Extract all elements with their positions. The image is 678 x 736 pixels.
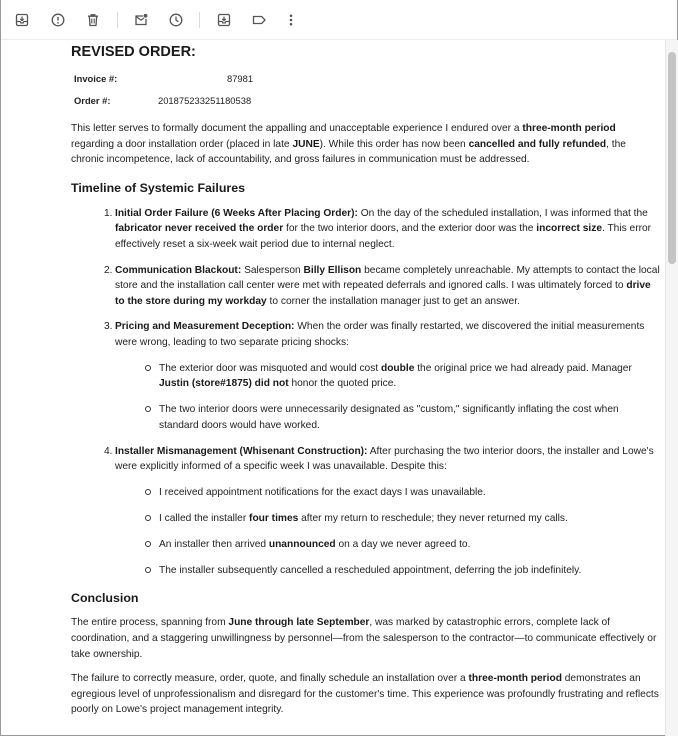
conclusion-paragraph <box>71 671 661 718</box>
mark-unread-icon[interactable] <box>129 8 153 32</box>
text-run: I called the installer <box>159 512 250 524</box>
text-run: The entire process, spanning from <box>71 617 229 629</box>
bold-run: double <box>380 362 415 374</box>
bold-run: Justin (store#1875) did not <box>159 378 289 390</box>
text-run: Salesperson <box>241 264 304 276</box>
order-row <box>71 90 661 112</box>
bold-run: unannounced <box>268 538 336 550</box>
text-run: after my return to reschedule; they never returned my calls. <box>298 512 568 524</box>
bold-run: three-month period <box>468 673 562 685</box>
bold-run: Installer Mismanagement (Whisenant Construction): <box>115 445 368 457</box>
bullet-icon <box>145 541 151 547</box>
bold-run: Pricing and Measurement Deception: <box>115 321 295 333</box>
bold-run: JUNE <box>292 138 320 150</box>
archive-icon[interactable] <box>10 8 34 32</box>
bold-run: Communication Blackout: <box>115 264 242 276</box>
text-run: The failure to correctly measure, order, quote, and finally schedule an installation over a <box>71 673 469 685</box>
sub-list-item <box>115 563 661 579</box>
bold-run: drive to the store during my workday <box>115 280 651 307</box>
sub-list-item <box>115 402 661 433</box>
bullet-icon <box>145 365 151 371</box>
text-run: honor the quoted price. <box>288 378 397 390</box>
bold-run: fabricator never received the order <box>115 223 284 235</box>
more-options-icon[interactable] <box>279 8 303 32</box>
message-toolbar <box>1 0 677 40</box>
sub-list-item <box>115 361 661 392</box>
sub-list <box>115 361 661 434</box>
intro-paragraph <box>71 121 661 168</box>
bullet-icon <box>145 567 151 573</box>
sub-list-item <box>115 537 661 553</box>
text-run: on a day we never agreed to. <box>335 538 471 550</box>
failure-list <box>71 206 661 579</box>
bold-run: four times <box>249 512 299 524</box>
bold-run: Initial Order Failure (6 Weeks After Placing Order): <box>115 207 358 219</box>
list-item <box>71 206 661 253</box>
vertical-scrollbar[interactable] <box>665 40 678 736</box>
bold-run: Billy Ellison <box>303 264 362 276</box>
scrollbar-thumb[interactable] <box>668 52 676 264</box>
message-body <box>1 40 665 736</box>
order-value: 201875233251180538 <box>158 95 252 107</box>
invoice-value: 87981 <box>227 73 254 85</box>
text-run: On the day of the scheduled installation, I was informed that the <box>357 207 648 219</box>
text-run: The exterior door was misquoted and would cost <box>159 362 381 374</box>
text-run: After purchasing the two interior doors, the installer and Lowe's were explicitly informed of a specific week I was unavailable. Despite this: <box>115 445 654 473</box>
bold-run: cancelled and fully refunded <box>468 138 607 150</box>
bold-run: incorrect size <box>536 223 602 235</box>
letter <box>71 43 661 718</box>
text-run: When the order was finally restarted, we discovered the initial measurements were wrong, leading to two separate pricing shocks: <box>115 321 645 348</box>
text-run: An installer then arrived <box>159 538 269 550</box>
list-number: 4. <box>104 445 113 457</box>
snooze-icon[interactable] <box>164 8 188 32</box>
text-run: . This error effectively reset a six-week wait period due to internal neglect. <box>115 223 652 250</box>
delete-icon[interactable] <box>81 8 105 32</box>
text-run: , the chronic incompetence, lack of accountability, and gross failures in communication must be addressed. <box>71 138 626 166</box>
list-number: 3. <box>104 321 113 333</box>
bullet-icon <box>145 515 151 521</box>
text-run: ). While this order has now been <box>319 138 469 150</box>
text-run: demonstrates an egregious level of unprofessionalism and disregard for the customer's time. This experience was profoundly frustrating and reflects poorly on Lowe's project management integrity. <box>71 673 659 716</box>
text-run: for the two interior doors, and the exterior door was the <box>283 223 537 235</box>
move-to-icon[interactable] <box>212 8 236 32</box>
invoice-row <box>71 68 661 90</box>
text-run: This letter serves to formally document the appalling and unacceptable experience I endured over a <box>71 123 523 134</box>
text-run: regarding a door installation order (placed in late <box>71 138 293 150</box>
list-number: 2. <box>104 264 113 276</box>
bullet-icon <box>145 489 151 495</box>
timeline-heading: Timeline of Systemic Failures <box>71 180 245 195</box>
list-number: 1. <box>104 207 113 219</box>
bold-run: three-month period <box>522 123 616 134</box>
toolbar-divider <box>199 12 200 28</box>
report-spam-icon[interactable] <box>46 8 70 32</box>
toolbar-divider <box>117 12 118 28</box>
list-item <box>71 263 661 310</box>
page-title: REVISED ORDER: <box>71 44 196 60</box>
text-run: I received appointment notifications for the exact days I was unavailable. <box>159 486 486 498</box>
sub-list <box>115 485 661 579</box>
sub-list-item <box>115 511 661 527</box>
bold-run: June through late September <box>228 617 370 629</box>
text-run: The installer subsequently cancelled a rescheduled appointment, deferring the job indefinitely. <box>159 564 582 576</box>
order-details <box>71 68 661 112</box>
text-run: to corner the installation manager just to get an answer. <box>266 295 520 307</box>
text-run: The two interior doors were unnecessarily designated as "custom," significantly inflating the cost when standard doors would have worked. <box>159 404 619 431</box>
invoice-label: Invoice #: <box>74 73 118 85</box>
list-item <box>71 319 661 433</box>
conclusion-heading: Conclusion <box>71 591 139 606</box>
text-run: became completely unreachable. My attempts to contact the local store and the installation call center were met with repeated deferrals and ignored calls. I was ultimately forced to <box>115 264 660 292</box>
bullet-icon <box>145 406 151 412</box>
sub-list-item <box>115 485 661 501</box>
label-icon[interactable] <box>247 8 271 32</box>
list-item <box>71 444 661 579</box>
order-label: Order #: <box>74 95 111 107</box>
conclusion-paragraph <box>71 615 661 662</box>
text-run: , was marked by catastrophic errors, complete lack of coordination, and a staggering unwillingness by personnel—from the salesperson to the contractor—to communicate effectively or take ownership. <box>71 617 657 660</box>
text-run: the original price we had already paid. Manager <box>414 362 632 374</box>
